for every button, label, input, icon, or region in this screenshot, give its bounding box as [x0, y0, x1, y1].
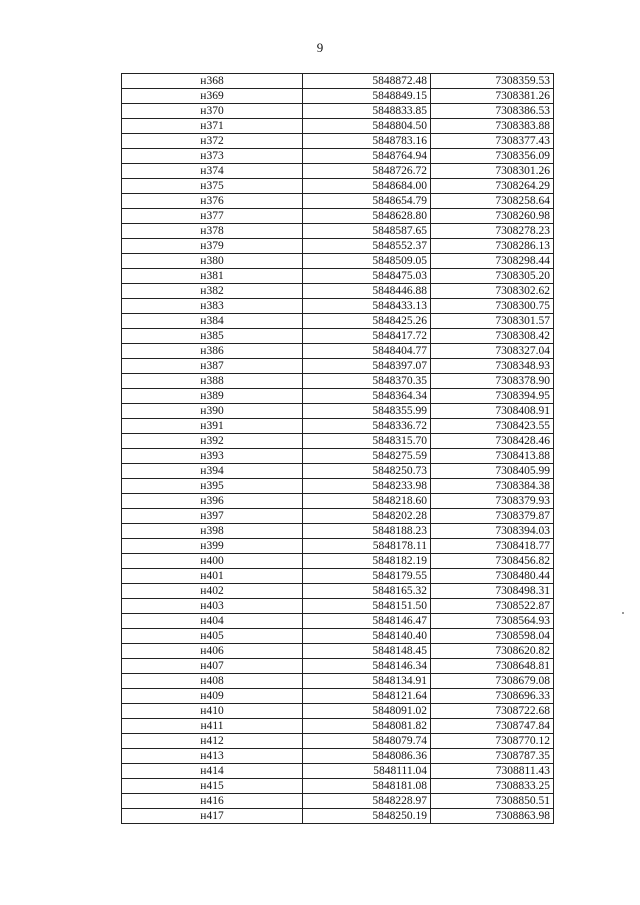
x-coordinate: 5848552.37 [303, 239, 431, 254]
x-coordinate: 5848182.19 [303, 554, 431, 569]
table-row [122, 719, 554, 734]
table-row [122, 764, 554, 779]
point-label: н414 [122, 764, 303, 779]
coordinates-table-body [122, 74, 554, 824]
y-coordinate: 7308308.42 [431, 329, 554, 344]
point-label: н397 [122, 509, 303, 524]
x-coordinate: 5848355.99 [303, 404, 431, 419]
table-row [122, 404, 554, 419]
y-coordinate: 7308405.99 [431, 464, 554, 479]
y-coordinate: 7308522.87 [431, 599, 554, 614]
y-coordinate: 7308381.26 [431, 89, 554, 104]
point-label: н409 [122, 689, 303, 704]
x-coordinate: 5848783.16 [303, 134, 431, 149]
y-coordinate: 7308722.68 [431, 704, 554, 719]
table-row [122, 569, 554, 584]
x-coordinate: 5848684.00 [303, 179, 431, 194]
point-label: н399 [122, 539, 303, 554]
point-label: н390 [122, 404, 303, 419]
x-coordinate: 5848140.40 [303, 629, 431, 644]
point-label: н400 [122, 554, 303, 569]
table-row [122, 479, 554, 494]
y-coordinate: 7308384.38 [431, 479, 554, 494]
point-label: н378 [122, 224, 303, 239]
y-coordinate: 7308298.44 [431, 254, 554, 269]
x-coordinate: 5848218.60 [303, 494, 431, 509]
x-coordinate: 5848849.15 [303, 89, 431, 104]
y-coordinate: 7308383.88 [431, 119, 554, 134]
y-coordinate: 7308305.20 [431, 269, 554, 284]
table-row [122, 329, 554, 344]
y-coordinate: 7308301.57 [431, 314, 554, 329]
x-coordinate: 5848202.28 [303, 509, 431, 524]
x-coordinate: 5848872.48 [303, 74, 431, 89]
table-row [122, 239, 554, 254]
x-coordinate: 5848151.50 [303, 599, 431, 614]
table-row [122, 509, 554, 524]
point-label: н404 [122, 614, 303, 629]
table-row [122, 359, 554, 374]
y-coordinate: 7308850.51 [431, 794, 554, 809]
y-coordinate: 7308301.26 [431, 164, 554, 179]
table-row [122, 689, 554, 704]
y-coordinate: 7308356.09 [431, 149, 554, 164]
y-coordinate: 7308260.98 [431, 209, 554, 224]
point-label: н396 [122, 494, 303, 509]
point-label: н381 [122, 269, 303, 284]
table-row [122, 539, 554, 554]
point-label: н372 [122, 134, 303, 149]
x-coordinate: 5848121.64 [303, 689, 431, 704]
table-row [122, 314, 554, 329]
table-row [122, 674, 554, 689]
y-coordinate: 7308379.93 [431, 494, 554, 509]
x-coordinate: 5848091.02 [303, 704, 431, 719]
table-row [122, 659, 554, 674]
point-label: н411 [122, 719, 303, 734]
point-label: н384 [122, 314, 303, 329]
x-coordinate: 5848654.79 [303, 194, 431, 209]
y-coordinate: 7308302.62 [431, 284, 554, 299]
table-row [122, 644, 554, 659]
table-row [122, 299, 554, 314]
point-label: н371 [122, 119, 303, 134]
x-coordinate: 5848228.97 [303, 794, 431, 809]
y-coordinate: 7308428.46 [431, 434, 554, 449]
y-coordinate: 7308456.82 [431, 554, 554, 569]
x-coordinate: 5848726.72 [303, 164, 431, 179]
table-row [122, 434, 554, 449]
point-label: н395 [122, 479, 303, 494]
table-row [122, 194, 554, 209]
table-row [122, 374, 554, 389]
point-label: н370 [122, 104, 303, 119]
point-label: н398 [122, 524, 303, 539]
x-coordinate: 5848134.91 [303, 674, 431, 689]
y-coordinate: 7308286.13 [431, 239, 554, 254]
table-row [122, 209, 554, 224]
table-row [122, 389, 554, 404]
x-coordinate: 5848364.34 [303, 389, 431, 404]
y-coordinate: 7308598.04 [431, 629, 554, 644]
y-coordinate: 7308498.31 [431, 584, 554, 599]
y-coordinate: 7308747.84 [431, 719, 554, 734]
y-coordinate: 7308348.93 [431, 359, 554, 374]
table-row [122, 629, 554, 644]
table-row [122, 734, 554, 749]
x-coordinate: 5848148.45 [303, 644, 431, 659]
y-coordinate: 7308377.43 [431, 134, 554, 149]
x-coordinate: 5848250.19 [303, 809, 431, 824]
y-coordinate: 7308394.95 [431, 389, 554, 404]
x-coordinate: 5848079.74 [303, 734, 431, 749]
point-label: н415 [122, 779, 303, 794]
table-row [122, 809, 554, 824]
y-coordinate: 7308300.75 [431, 299, 554, 314]
x-coordinate: 5848446.88 [303, 284, 431, 299]
point-label: н412 [122, 734, 303, 749]
point-label: н383 [122, 299, 303, 314]
coordinates-table [121, 73, 554, 824]
y-coordinate: 7308833.25 [431, 779, 554, 794]
y-coordinate: 7308264.29 [431, 179, 554, 194]
y-coordinate: 7308418.77 [431, 539, 554, 554]
x-coordinate: 5848397.07 [303, 359, 431, 374]
table-row [122, 554, 554, 569]
x-coordinate: 5848764.94 [303, 149, 431, 164]
point-label: н408 [122, 674, 303, 689]
point-label: н403 [122, 599, 303, 614]
table-row [122, 224, 554, 239]
x-coordinate: 5848146.34 [303, 659, 431, 674]
table-row [122, 254, 554, 269]
table-row [122, 704, 554, 719]
x-coordinate: 5848833.85 [303, 104, 431, 119]
point-label: н388 [122, 374, 303, 389]
y-coordinate: 7308696.33 [431, 689, 554, 704]
point-label: н377 [122, 209, 303, 224]
point-label: н394 [122, 464, 303, 479]
x-coordinate: 5848336.72 [303, 419, 431, 434]
point-label: н385 [122, 329, 303, 344]
table-row [122, 494, 554, 509]
point-label: н386 [122, 344, 303, 359]
table-row [122, 419, 554, 434]
y-coordinate: 7308770.12 [431, 734, 554, 749]
page-number: 9 [316, 40, 324, 55]
table-row [122, 599, 554, 614]
x-coordinate: 5848417.72 [303, 329, 431, 344]
y-coordinate: 7308359.53 [431, 74, 554, 89]
y-coordinate: 7308378.90 [431, 374, 554, 389]
table-row [122, 749, 554, 764]
x-coordinate: 5848086.36 [303, 749, 431, 764]
x-coordinate: 5848425.26 [303, 314, 431, 329]
point-label: н405 [122, 629, 303, 644]
y-coordinate: 7308787.35 [431, 749, 554, 764]
scan-speck [622, 612, 624, 614]
y-coordinate: 7308327.04 [431, 344, 554, 359]
point-label: н387 [122, 359, 303, 374]
y-coordinate: 7308863.98 [431, 809, 554, 824]
x-coordinate: 5848370.35 [303, 374, 431, 389]
y-coordinate: 7308278.23 [431, 224, 554, 239]
table-row [122, 104, 554, 119]
y-coordinate: 7308408.91 [431, 404, 554, 419]
table-row [122, 89, 554, 104]
point-label: н380 [122, 254, 303, 269]
x-coordinate: 5848188.23 [303, 524, 431, 539]
point-label: н401 [122, 569, 303, 584]
table-row [122, 449, 554, 464]
y-coordinate: 7308679.08 [431, 674, 554, 689]
x-coordinate: 5848433.13 [303, 299, 431, 314]
point-label: н416 [122, 794, 303, 809]
x-coordinate: 5848081.82 [303, 719, 431, 734]
point-label: н374 [122, 164, 303, 179]
table-row [122, 614, 554, 629]
x-coordinate: 5848509.05 [303, 254, 431, 269]
point-label: н406 [122, 644, 303, 659]
table-row [122, 584, 554, 599]
table-row [122, 284, 554, 299]
table-row [122, 794, 554, 809]
y-coordinate: 7308394.03 [431, 524, 554, 539]
point-label: н417 [122, 809, 303, 824]
y-coordinate: 7308480.44 [431, 569, 554, 584]
table-row [122, 74, 554, 89]
x-coordinate: 5848628.80 [303, 209, 431, 224]
x-coordinate: 5848587.65 [303, 224, 431, 239]
x-coordinate: 5848233.98 [303, 479, 431, 494]
point-label: н402 [122, 584, 303, 599]
table-row [122, 179, 554, 194]
y-coordinate: 7308564.93 [431, 614, 554, 629]
point-label: н368 [122, 74, 303, 89]
table-row [122, 464, 554, 479]
x-coordinate: 5848250.73 [303, 464, 431, 479]
table-row [122, 149, 554, 164]
y-coordinate: 7308258.64 [431, 194, 554, 209]
x-coordinate: 5848178.11 [303, 539, 431, 554]
point-label: н376 [122, 194, 303, 209]
x-coordinate: 5848181.08 [303, 779, 431, 794]
table-row [122, 779, 554, 794]
table-row [122, 269, 554, 284]
point-label: н375 [122, 179, 303, 194]
x-coordinate: 5848165.32 [303, 584, 431, 599]
point-label: н410 [122, 704, 303, 719]
x-coordinate: 5848404.77 [303, 344, 431, 359]
x-coordinate: 5848475.03 [303, 269, 431, 284]
point-label: н413 [122, 749, 303, 764]
point-label: н382 [122, 284, 303, 299]
y-coordinate: 7308379.87 [431, 509, 554, 524]
x-coordinate: 5848275.59 [303, 449, 431, 464]
table-row [122, 344, 554, 359]
table-row [122, 134, 554, 149]
x-coordinate: 5848111.04 [303, 764, 431, 779]
table-row [122, 119, 554, 134]
point-label: н369 [122, 89, 303, 104]
point-label: н393 [122, 449, 303, 464]
point-label: н379 [122, 239, 303, 254]
x-coordinate: 5848146.47 [303, 614, 431, 629]
y-coordinate: 7308413.88 [431, 449, 554, 464]
point-label: н407 [122, 659, 303, 674]
y-coordinate: 7308386.53 [431, 104, 554, 119]
x-coordinate: 5848179.55 [303, 569, 431, 584]
table-row [122, 524, 554, 539]
point-label: н391 [122, 419, 303, 434]
table-row [122, 164, 554, 179]
point-label: н389 [122, 389, 303, 404]
x-coordinate: 5848315.70 [303, 434, 431, 449]
y-coordinate: 7308423.55 [431, 419, 554, 434]
y-coordinate: 7308648.81 [431, 659, 554, 674]
y-coordinate: 7308811.43 [431, 764, 554, 779]
x-coordinate: 5848804.50 [303, 119, 431, 134]
point-label: н392 [122, 434, 303, 449]
point-label: н373 [122, 149, 303, 164]
y-coordinate: 7308620.82 [431, 644, 554, 659]
